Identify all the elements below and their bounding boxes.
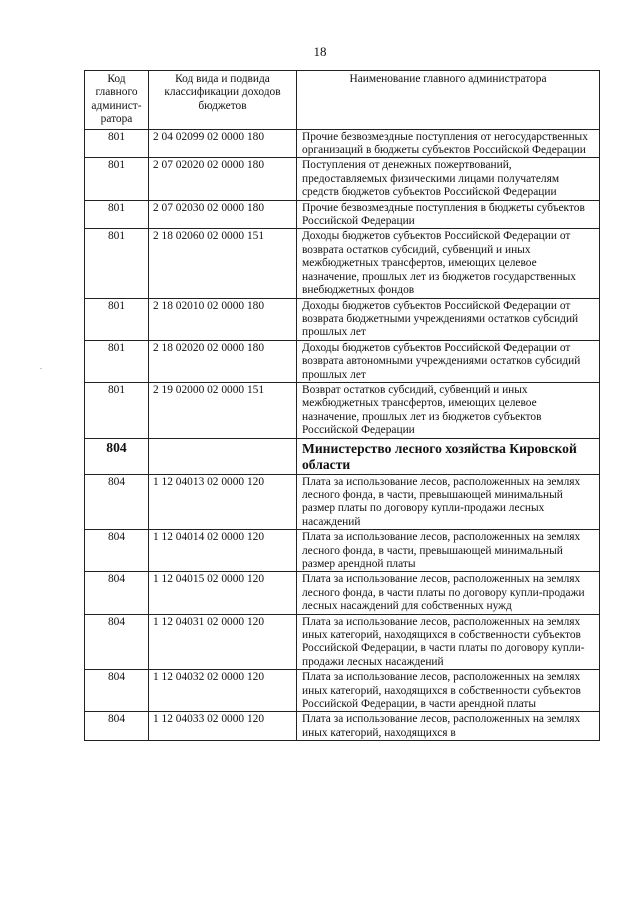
- income-code-cell: 2 18 02020 02 0000 180: [149, 340, 297, 382]
- admin-name-cell: Возврат остатков субсидий, субвенций и иных межбюджетных трансфертов, имеющих целевое назначение, прошлых лет из бюджетов субъектов Российской Федерации: [297, 382, 600, 438]
- table-row: [85, 382, 600, 438]
- admin-name-cell: Поступления от денежных пожертвований, предоставляемых физическими лицами получателям средств бюджетов субъектов Российской Федерации: [297, 158, 600, 200]
- table-body: [85, 129, 600, 741]
- header-income-code: Код вида и подвида классификации доходов бюджетов: [149, 71, 297, 130]
- admin-code-cell: 801: [85, 229, 149, 298]
- table-row: [85, 340, 600, 382]
- page-number: 18: [313, 44, 327, 59]
- admin-code-cell: 804: [85, 530, 149, 572]
- admin-code-cell: 801: [85, 298, 149, 340]
- admin-name-cell: Прочие безвозмездные поступления в бюджеты субъектов Российской Федерации: [297, 200, 600, 229]
- admin-name-cell: Доходы бюджетов субъектов Российской Федерации от возврата автономными учреждениями остатков субсидий прошлых лет: [297, 340, 600, 382]
- admin-name-cell: Прочие безвозмездные поступления от негосударственных организаций в бюджеты субъектов Российской Федерации: [297, 129, 600, 158]
- admin-name-cell: Доходы бюджетов субъектов Российской Федерации от возврата бюджетными учреждениями остатков субсидий прошлых лет: [297, 298, 600, 340]
- table-row: [85, 474, 600, 530]
- table-row: [85, 572, 600, 614]
- table-row: [85, 670, 600, 712]
- income-code-cell: 2 18 02060 02 0000 151: [149, 229, 297, 298]
- table-header-row: [85, 71, 600, 130]
- income-code-cell: 1 12 04014 02 0000 120: [149, 530, 297, 572]
- ministry-name-cell: Министерство лесного хозяйства Кировской области: [297, 438, 600, 474]
- admin-name-cell: Плата за использование лесов, расположенных на землях лесного фонда, в части, превышающей минимальный размер арендной платы: [297, 530, 600, 572]
- income-code-cell: 2 07 02030 02 0000 180: [149, 200, 297, 229]
- table-row: [85, 614, 600, 670]
- income-code-cell: 1 12 04033 02 0000 120: [149, 712, 297, 741]
- admin-code-cell: 801: [85, 129, 149, 158]
- admin-code-cell: 804: [85, 614, 149, 670]
- income-code-cell: 1 12 04032 02 0000 120: [149, 670, 297, 712]
- admin-code-cell: 801: [85, 340, 149, 382]
- admin-name-cell: Плата за использование лесов, расположенных на землях иных категорий, находящихся в собственности субъектов Российской Федерации, в части арендной платы: [297, 670, 600, 712]
- admin-name-cell: Плата за использование лесов, расположенных на землях лесного фонда, в части платы по договору купли-продажи лесных насаждений для собственных нужд: [297, 572, 600, 614]
- table-row: [85, 712, 600, 741]
- income-code-cell: 2 19 02000 02 0000 151: [149, 382, 297, 438]
- income-code-cell: 2 18 02010 02 0000 180: [149, 298, 297, 340]
- admin-name-cell: Плата за использование лесов, расположенных на землях лесного фонда, в части, превышающей минимальный размер платы по договору купли-продажи лесных насаждений: [297, 474, 600, 530]
- margin-mark: .: [40, 362, 42, 371]
- table-row: [85, 530, 600, 572]
- income-code-cell: 1 12 04015 02 0000 120: [149, 572, 297, 614]
- table-row: [85, 158, 600, 200]
- ministry-row: [85, 438, 600, 474]
- admin-code-cell: 801: [85, 158, 149, 200]
- admin-code-cell: 801: [85, 200, 149, 229]
- income-code-cell: 1 12 04013 02 0000 120: [149, 474, 297, 530]
- header-admin-name: Наименование главного администратора: [297, 71, 600, 130]
- income-code-cell: 1 12 04031 02 0000 120: [149, 614, 297, 670]
- admin-code-cell: 804: [85, 438, 149, 474]
- admin-code-cell: 801: [85, 382, 149, 438]
- income-code-cell: 2 04 02099 02 0000 180: [149, 129, 297, 158]
- income-code-cell: 2 07 02020 02 0000 180: [149, 158, 297, 200]
- table-row: [85, 229, 600, 298]
- header-admin-code: Код главного админист-ратора: [85, 71, 149, 130]
- income-code-cell: [149, 438, 297, 474]
- admin-code-cell: 804: [85, 474, 149, 530]
- admin-code-cell: 804: [85, 670, 149, 712]
- table-row: [85, 129, 600, 158]
- admin-name-cell: Плата за использование лесов, расположенных на землях иных категорий, находящихся в: [297, 712, 600, 741]
- table-row: [85, 298, 600, 340]
- admin-code-cell: 804: [85, 712, 149, 741]
- table-row: [85, 200, 600, 229]
- admin-name-cell: Доходы бюджетов субъектов Российской Федерации от возврата остатков субсидий, субвенций и иных межбюджетных трансфертов, имеющих целевое назначение, прошлых лет из бюджетов государственных внебюджетных фондов: [297, 229, 600, 298]
- admin-code-cell: 804: [85, 572, 149, 614]
- revenue-administrators-table: [84, 70, 600, 741]
- admin-name-cell: Плата за использование лесов, расположенных на землях иных категорий, находящихся в собственности субъектов Российской Федерации, в части платы по договору купли-продажи лесных насаждений: [297, 614, 600, 670]
